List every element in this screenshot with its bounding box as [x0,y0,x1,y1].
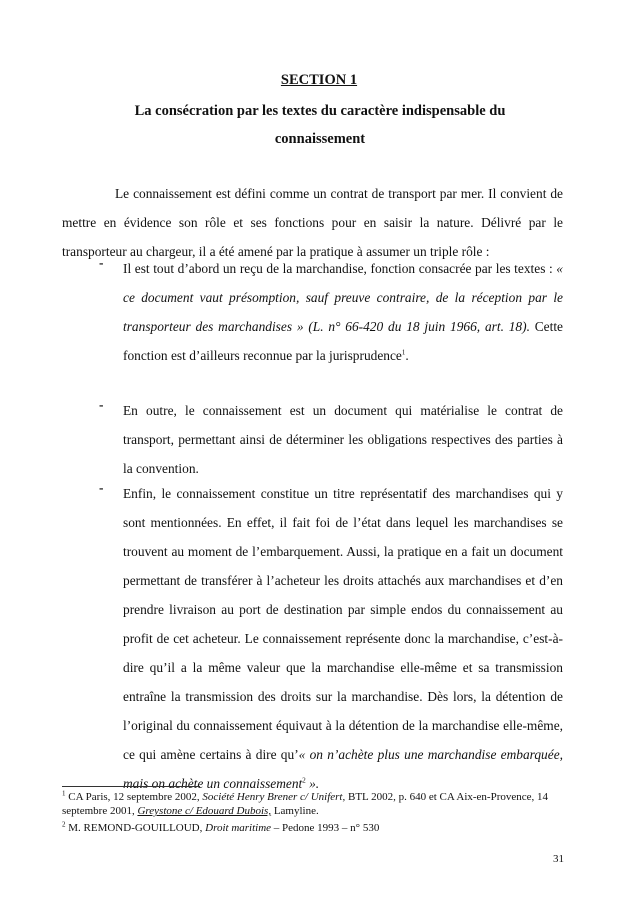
footnote-ref-1[interactable]: 1 [401,348,406,357]
bullet1-text-c: . [405,348,409,363]
footnote-1-case-b: Greystone c/ Edouard Dubois, [137,805,272,817]
bullet-dash: - [99,480,104,495]
footnote-1-text-b: BTL 2002, p. 640 et CA Aix-en-Provence, 14 septembre 2001, [62,791,549,817]
bullet-dash: - [99,397,104,412]
footnote-1-text-c: Lamyline. [271,805,319,817]
footnote-2-text-b: – Pedone 1993 – n° 530 [271,822,380,834]
bullet2-text: En outre, le connaissement est un document qui matérialise le contrat de transport, permettant ainsi de déterminer les obligations respectives des parties à la convention. [123,403,563,476]
footnote-1 [62,790,572,818]
bullet-dash: - [99,255,104,270]
footnote-1-case-a: Société Henry Brener c/ Unifert, [202,791,346,803]
bullet1-text-b: Cette fonction est d’ailleurs reconnue par la jurisprudence [123,319,563,363]
footnote-ref-2[interactable]: 2 [302,776,306,785]
section-subtitle-line1: La consécration par les textes du caractère indispensable du [134,103,506,119]
bullet-item-receipt [123,254,563,370]
footnote-1-text-a: CA Paris, 12 septembre 2002, [65,791,203,803]
bullet1-text-a: Il est tout d’abord un reçu de la marchandise, fonction consacrée par les textes : [123,261,557,276]
section-subtitle-line2: connaissement [274,131,366,147]
section-title: SECTION 1 [280,72,358,88]
page-number: 31 [553,853,564,865]
intro-text: Le connaissement est défini comme un contrat de transport par mer. Il convient de mettre en évidence son rôle et ses fonctions pour en saisir la nature. Délivré par le transporteur au chargeur, il a été amené par la pratique à assumer un triple rôle : [62,186,563,259]
bullet3-quote-a: « on n’achète plus une marchandise embarquée, mais on achète un connaissement [123,747,563,791]
footnote-1-number: 1 [62,789,66,798]
footnote-separator [62,786,200,787]
footnote-2-book: Droit maritime [205,822,272,834]
footnote-2 [62,821,572,835]
section-subtitle [60,97,580,153]
footnote-2-text-a: M. REMOND-GOUILLOUD, [65,822,206,834]
intro-paragraph [62,179,563,266]
bullet1-quote: « ce document vaut présomption, sauf preuve contraire, de la réception par le transporteur des marchandises » (L. n° 66-420 du 18 juin 1966, art. 18). [123,261,563,334]
bullet3-text-a: Enfin, le connaissement constitue un titre représentatif des marchandises qui y sont mentionnées. En effet, il fait foi de l’état dans lequel les marchandises se trouvent au moment de l’embarquement. Aussi, la pratique en a fait un document permettant de transférer à l’acheteur les droits attachés aux marchandises et d’en prendre livraison au port de destination par simple endos du connaissement au profit de cet acheteur. Le connaissement représente donc la marchandise, c’est-à-dire qu’il a la même valeur que la marchandise elle-même et sa transmission entraîne la transmission des droits sur la marchandise. Dès lors, la détention de l’original du connaissement équivaut à la détention de la marchandise elle-même, ce qui amène certains à dire qu’ [123,486,563,762]
bullet3-quote-b: ». [305,776,320,791]
bullet-item-contract [123,396,563,483]
bullet-item-title [123,479,563,798]
footnote-2-number: 2 [62,820,66,829]
